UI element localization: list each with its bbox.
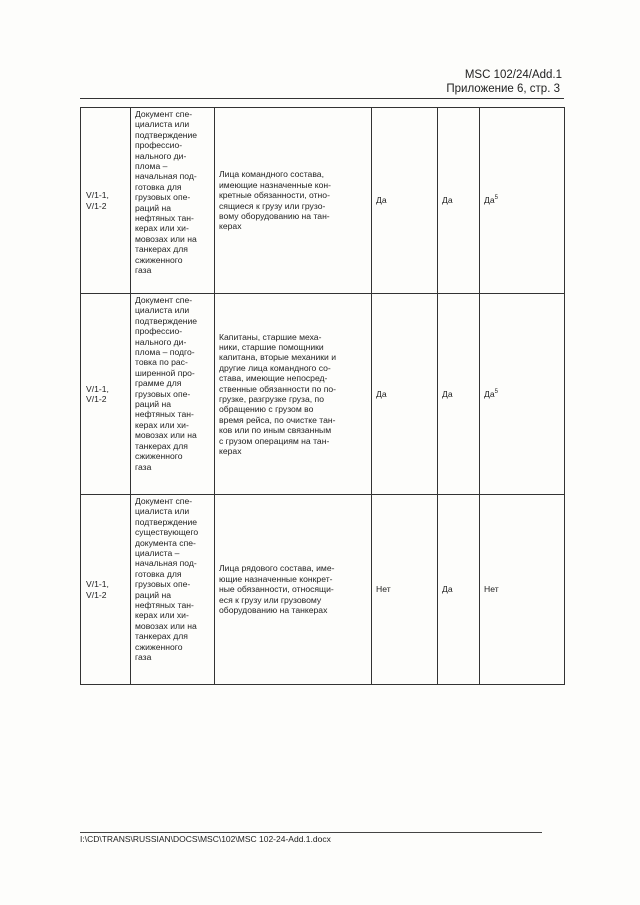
document-line: подтверждение (135, 129, 198, 140)
document-line: раций на (135, 589, 171, 600)
col5-value: Да (442, 195, 453, 206)
col5-value: Да (442, 388, 453, 399)
document-line: раций на (135, 399, 171, 410)
applies-to-line: ные обязанности, относящи- (219, 584, 334, 595)
document-line: существующего (135, 527, 199, 538)
document-line: танкерах для (135, 440, 188, 451)
document-line: профессио- (135, 140, 183, 151)
table-row (81, 495, 565, 685)
col6-cell (480, 294, 565, 495)
applies-to-cell (215, 108, 372, 294)
document-symbol: MSC 102/24/Add.1 (464, 69, 562, 81)
applies-to-line: ственные обязанности по по- (219, 383, 337, 394)
footnote-marker: 5 (494, 388, 498, 395)
document-line: сжиженного (135, 254, 183, 265)
col4-cell (372, 495, 438, 685)
col5-value: Да (442, 584, 453, 595)
applies-to-line: обращению с грузом во (219, 404, 314, 415)
document-line: танкерах для (135, 631, 188, 642)
applies-to-line: Капитаны, старшие меха- (219, 331, 322, 342)
document-line: мовозах или на (135, 233, 197, 244)
document-line: начальная под- (135, 558, 197, 569)
document-line: циалиста или (135, 305, 190, 316)
regulation-line: V/1-2 (86, 200, 107, 211)
document-cell (131, 108, 215, 294)
applies-to-line: с грузом операциям на тан- (219, 435, 330, 446)
applies-to-line: оборудованию на танкерах (219, 605, 328, 616)
applies-to-line: имеющие назначенные кон- (219, 179, 332, 190)
header-rule (80, 98, 564, 99)
col4-cell (372, 108, 438, 294)
document-line: сжиженного (135, 451, 183, 462)
document-line: нефтяных тан- (135, 213, 194, 224)
table-row (81, 294, 565, 495)
annex-page-reference: Приложение 6, стр. 3 (446, 83, 560, 95)
col5-cell (438, 495, 480, 685)
document-line: нального ди- (135, 150, 187, 161)
col5-cell (438, 108, 480, 294)
applies-to-line: грузке, разгрузке груза, по (219, 394, 324, 404)
col6-value: Да (484, 388, 495, 399)
document-line: Документ спе- (135, 496, 193, 506)
applies-to-line: еся к грузу или грузовому (219, 594, 322, 605)
applies-to-line: вому оборудованию на тан- (219, 210, 330, 221)
applies-to-line: керах (219, 446, 242, 457)
document-line: товка по рас- (135, 357, 188, 368)
col6-value: Да (484, 195, 495, 206)
document-line: газа (135, 461, 152, 472)
document-line: керах или хи- (135, 610, 189, 621)
applies-to-cell (215, 495, 372, 685)
applies-to-line: кретные обязанности, отно- (219, 190, 330, 201)
document-line: нефтяных тан- (135, 600, 194, 611)
document-line: нефтяных тан- (135, 409, 194, 420)
regulation-line: V/1-1, (86, 383, 109, 394)
document-line: танкерах для (135, 244, 188, 255)
table-row (81, 108, 565, 294)
document-line: мовозах или на (135, 620, 197, 631)
col4-value: Нет (376, 584, 391, 595)
applies-to-line: другие лица командного со- (219, 362, 331, 373)
document-line: циалиста или (135, 119, 190, 130)
document-line: грузовых опе- (135, 388, 191, 399)
document-line: циалиста – (135, 548, 180, 559)
applies-to-line: ники, старшие помощники (219, 341, 324, 352)
document-line: циалиста или (135, 506, 190, 517)
document-line: мовозах или на (135, 430, 197, 441)
document-line: документа спе- (135, 537, 196, 548)
regulation-cell (81, 294, 131, 495)
applies-to-line: сящиеся к грузу или грузо- (219, 200, 326, 211)
document-line: готовка для (135, 181, 182, 192)
document-line: Документ спе- (135, 109, 193, 119)
col6-cell (480, 495, 565, 685)
regulation-line: V/1-1, (86, 190, 109, 201)
applies-to-line: става, имеющие непосред- (219, 373, 328, 384)
applies-to-line: ющие назначенные конкрет- (219, 573, 333, 584)
regulation-cell (81, 108, 131, 294)
document-line: керах или хи- (135, 223, 189, 234)
col6-cell (480, 108, 565, 294)
document-line: плома – (135, 161, 168, 172)
applies-to-line: ков или по иным связанным (219, 425, 332, 436)
document-line: сжиженного (135, 641, 183, 652)
col4-value: Да (376, 195, 387, 206)
applies-to-line: время рейса, по очистке тан- (219, 414, 336, 425)
document-line: керах или хи- (135, 419, 189, 430)
document-line: профессио- (135, 326, 183, 337)
col4-value: Да (376, 388, 387, 399)
regulation-line: V/1-2 (86, 394, 107, 404)
document-line: газа (135, 265, 152, 276)
col5-cell (438, 294, 480, 495)
document-line: газа (135, 652, 152, 663)
certificate-table (80, 107, 565, 685)
applies-to-line: Лица командного состава, (219, 169, 324, 180)
document-line: нального ди- (135, 336, 187, 347)
document-line: грамме для (135, 378, 182, 389)
file-path-footer: I:\CD\TRANS\RUSSIAN\DOCS\MSC\102\MSC 102-24-Add.1.docx (80, 834, 331, 844)
col4-cell (372, 294, 438, 495)
regulation-line: V/1-2 (86, 589, 107, 600)
applies-to-line: керах (219, 221, 242, 232)
document-line: начальная под- (135, 171, 197, 182)
footnote-marker: 5 (494, 195, 498, 202)
document-cell (131, 495, 215, 685)
document-line: ширенной про- (135, 367, 195, 378)
regulation-cell (81, 495, 131, 685)
applies-to-cell (215, 294, 372, 495)
document-line: грузовых опе- (135, 579, 191, 590)
applies-to-line: Лица рядового состава, име- (219, 563, 335, 574)
document-line: раций на (135, 202, 171, 213)
document-line: плома – подго- (135, 347, 195, 358)
applies-to-line: капитана, вторые механики и (219, 352, 336, 363)
document-line: Документ спе- (135, 295, 193, 305)
regulation-line: V/1-1, (86, 579, 109, 590)
document-line: подтверждение (135, 315, 198, 326)
footer-rule (80, 832, 542, 833)
col6-value: Нет (484, 584, 499, 595)
document-line: готовка для (135, 568, 182, 579)
document-line: подтверждение (135, 516, 198, 527)
document-line: грузовых опе- (135, 192, 191, 203)
document-cell (131, 294, 215, 495)
